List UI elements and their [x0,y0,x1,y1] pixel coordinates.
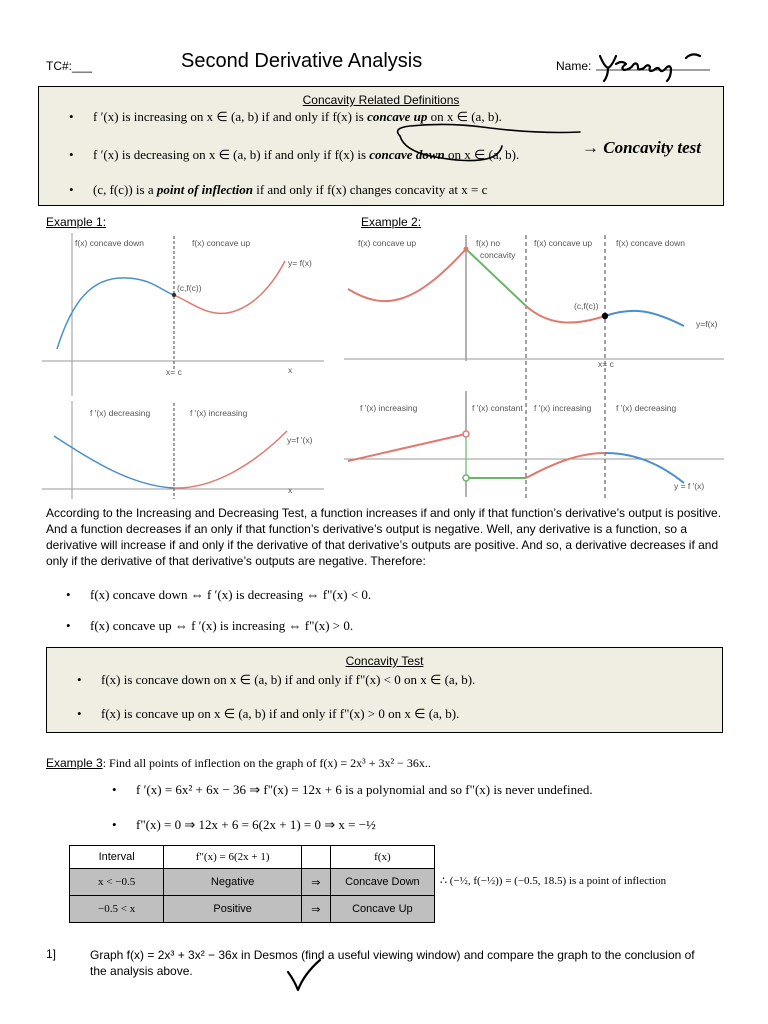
definition-item: • (c, f(c)) is a point of inflection if and only if f(x) changes concavity at x = c [93,182,487,198]
example2-label: Example 2: [361,215,422,229]
concavity-test-heading: Concavity Test [345,654,424,668]
handwritten-note: → Concavity test [582,138,701,157]
ex2-xc-label: x= c [598,359,614,369]
ex2-label: f ′(x) constant [472,403,523,413]
ex2-label: f(x) concave up [358,238,417,248]
page-title: Second Derivative Analysis [181,50,423,72]
inflection-conclusion: ∴ (−½, f(−½)) = (−0.5, 18.5) is a point of inflection [440,875,667,887]
ex1-bottom-left-label: f ′(x) decreasing [90,408,151,418]
ex1-xc-label: x= c [166,367,182,377]
ex2-label: f(x) no [476,238,501,248]
handwritten-name [594,48,714,84]
definition-item: • f ′(x) is increasing on x ∈ (a, b) if and only if f(x) is concave up on x ∈ (a, b). [93,109,502,125]
example1-label: Example 1: [46,215,107,229]
question-number: 1] [46,947,57,961]
ex2-fprime-label: y = f ′(x) [674,481,705,491]
handwritten-circle [390,122,590,168]
ex2-label: f ′(x) decreasing [616,403,677,413]
ex2-label: f ′(x) increasing [534,403,592,413]
handwritten-checkmark [284,958,324,994]
table-row: x < −0.5 Negative ⇒ Concave Down [70,869,435,896]
ex2-curve-label: y=f(x) [696,319,718,329]
question-text: Graph f(x) = 2x³ + 3x² − 36x in Desmos (find a useful viewing window) and compare the graph to the conclusion of the analysis above. [90,948,695,978]
table-header: f(x) [330,846,434,869]
definitions-heading: Concavity Related Definitions [302,93,460,107]
ex1-x-label: x [288,365,293,375]
table-row: −0.5 < x Positive ⇒ Concave Up [70,896,435,923]
definition-item: • f ′(x) is decreasing on x ∈ (a, b) if and only if f(x) is concave down on x ∈ (a, b). [93,147,519,163]
ex1-point-label: (c,f(c)) [177,283,202,293]
ex2-label: f(x) concave down [616,238,685,248]
ex1-bottom-x-label: x [288,485,293,495]
ex2-point-label: (c,f(c)) [574,301,599,311]
table-header: f"(x) = 6(2x + 1) [164,846,302,869]
equivalence-item: • f(x) concave up ⇔ f ′(x) is increasing ⇔ f"(x) > 0. [90,618,353,634]
ex2-label: f ′(x) increasing [360,403,418,413]
example1-graph [42,231,324,501]
concavity-test-item: • f(x) is concave down on x ∈ (a, b) if and only if f"(x) < 0 on x ∈ (a, b). [101,672,475,688]
tc-number-label: TC#:___ [46,59,93,73]
interval-table [69,845,435,923]
ex1-top-left-label: f(x) concave down [75,238,144,248]
ex1-top-right-label: f(x) concave up [192,238,251,248]
concavity-test-box [46,647,723,733]
ex1-bottom-right-label: f ′(x) increasing [190,408,248,418]
example2-graph [344,231,724,501]
equivalence-item: • f(x) concave down ⇔ f ′(x) is decreasing ⇔ f"(x) < 0. [90,587,371,603]
name-label: Name: [556,59,592,73]
table-header: Interval [70,846,164,869]
example3-step: • f ′(x) = 6x² + 6x − 36 ⇒ f"(x) = 12x + 6 is a polynomial and so f"(x) is never undefined. [136,782,593,798]
ex1-fprime-label: y=f ′(x) [287,435,313,445]
ex1-curve-label: y= f(x) [288,258,312,268]
ex2-label: f(x) concave up [534,238,593,248]
explanation-paragraph: According to the Increasing and Decreasing Test, a function increases if and only if that function’s derivative’s output is positive. And a function decreases if an only if that function’s derivative’s output is negative. Well, any derivative is a function, so a derivative will increase if and only if the derivative of that derivative’s outputs are positive. And so, a derivative decreases if and only if the derivative of that derivative’s outputs are negative. Therefore: [46,506,722,568]
example3-step: • f"(x) = 0 ⇒ 12x + 6 = 6(2x + 1) = 0 ⇒ x = −½ [136,817,376,833]
ex2-label: concavity [480,250,516,260]
concavity-test-item: • f(x) is concave up on x ∈ (a, b) if and only if f"(x) > 0 on x ∈ (a, b). [101,706,459,722]
table-header [302,846,331,869]
example3-prompt: Example 3: Find all points of inflection on the graph of f(x) = 2x³ + 3x² − 36x.. [46,756,431,770]
